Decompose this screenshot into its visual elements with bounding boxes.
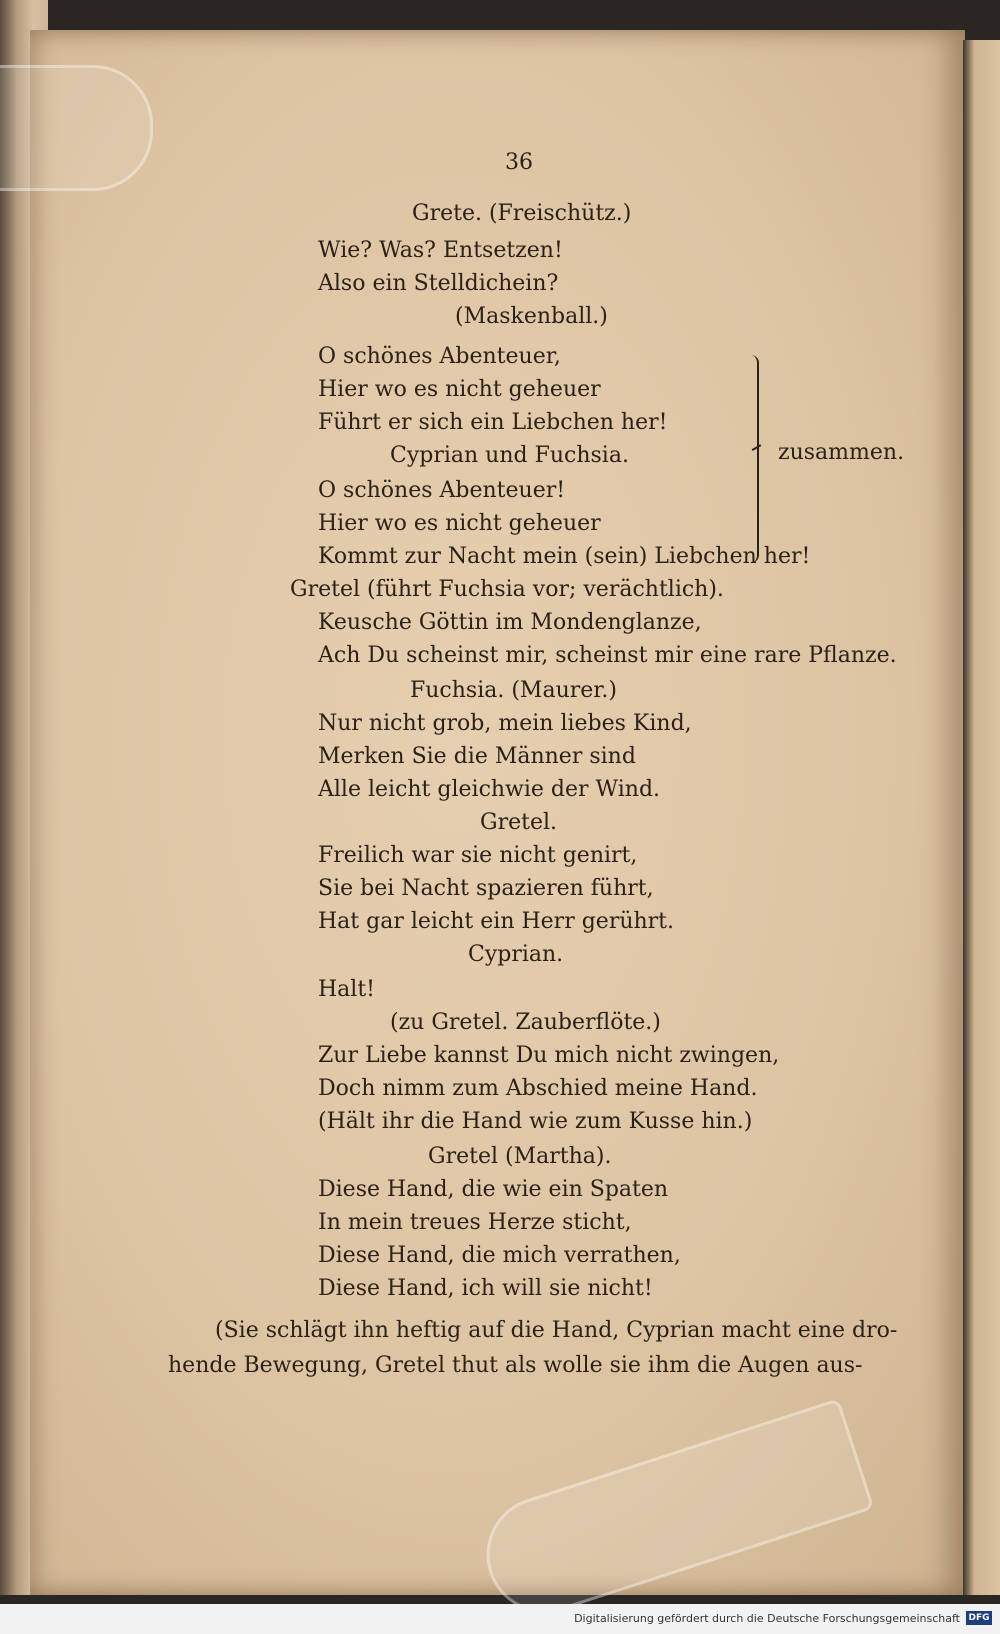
text-line: Nur nicht grob, mein liebes Kind, — [318, 711, 692, 736]
text-line: Diese Hand, die wie ein Spaten — [318, 1177, 669, 1202]
text-line: Fuchsia. (Maurer.) — [410, 678, 617, 703]
text-line: Ach Du scheinst mir, scheinst mir eine rare Pflanze. — [318, 643, 897, 668]
text-line: O schönes Abenteuer! — [318, 478, 566, 503]
dfg-logo: DFG — [966, 1611, 992, 1625]
text-line: Gretel (Martha). — [428, 1144, 612, 1169]
text-line: Alle leicht gleichwie der Wind. — [318, 777, 661, 802]
text-line: Hat gar leicht ein Herr gerührt. — [318, 909, 675, 934]
footer-bar — [0, 1604, 1000, 1634]
text-line: Gretel (führt Fuchsia vor; verächtlich). — [290, 577, 724, 602]
text-line: Zur Liebe kannst Du mich nicht zwingen, — [318, 1043, 780, 1068]
text-line: Merken Sie die Männer sind — [318, 744, 636, 769]
text-line: Diese Hand, ich will sie nicht! — [318, 1276, 653, 1301]
text-line: hende Bewegung, Gretel thut als wolle sie ihm die Augen aus- — [168, 1353, 863, 1378]
text-line: Führt er sich ein Liebchen her! — [318, 410, 668, 435]
text-line: Doch nimm zum Abschied meine Hand. — [318, 1076, 758, 1101]
text-line: Wie? Was? Entsetzen! — [318, 238, 563, 263]
text-line: Cyprian. — [468, 942, 564, 967]
text-line: O schönes Abenteuer, — [318, 344, 561, 369]
text-line: (Sie schlägt ihn heftig auf die Hand, Cyprian macht eine dro- — [215, 1318, 898, 1343]
text-line: Hier wo es nicht geheuer — [318, 511, 601, 536]
text-line: (zu Gretel. Zauberflöte.) — [390, 1010, 661, 1035]
text-line: (Maskenball.) — [455, 304, 608, 329]
text-line: In mein treues Herze sticht, — [318, 1210, 632, 1235]
text-line: Hier wo es nicht geheuer — [318, 377, 601, 402]
glass-clip-top — [0, 65, 153, 191]
text-line: Diese Hand, die mich verrathen, — [318, 1243, 681, 1268]
page-number: 36 — [505, 150, 533, 175]
text-line: Kommt zur Nacht mein (sein) Liebchen her! — [318, 544, 811, 569]
text-line: Cyprian und Fuchsia. — [390, 443, 629, 468]
text-line: Keusche Göttin im Mondenglanze, — [318, 610, 702, 635]
text-line: Also ein Stelldichein? — [318, 271, 559, 296]
footer-credit: Digitalisierung gefördert durch die Deutsche Forschungsgemeinschaft — [574, 1612, 960, 1625]
text-line: Grete. (Freischütz.) — [412, 201, 632, 226]
text-line: Gretel. — [480, 810, 557, 835]
text-line: Halt! — [318, 977, 376, 1002]
text-line: Sie bei Nacht spazieren führt, — [318, 876, 654, 901]
brace-label: zusammen. — [778, 440, 905, 465]
next-page-edge — [963, 40, 1000, 1595]
text-line: Freilich war sie nicht genirt, — [318, 843, 638, 868]
text-line: (Hält ihr die Hand wie zum Kusse hin.) — [318, 1109, 753, 1134]
